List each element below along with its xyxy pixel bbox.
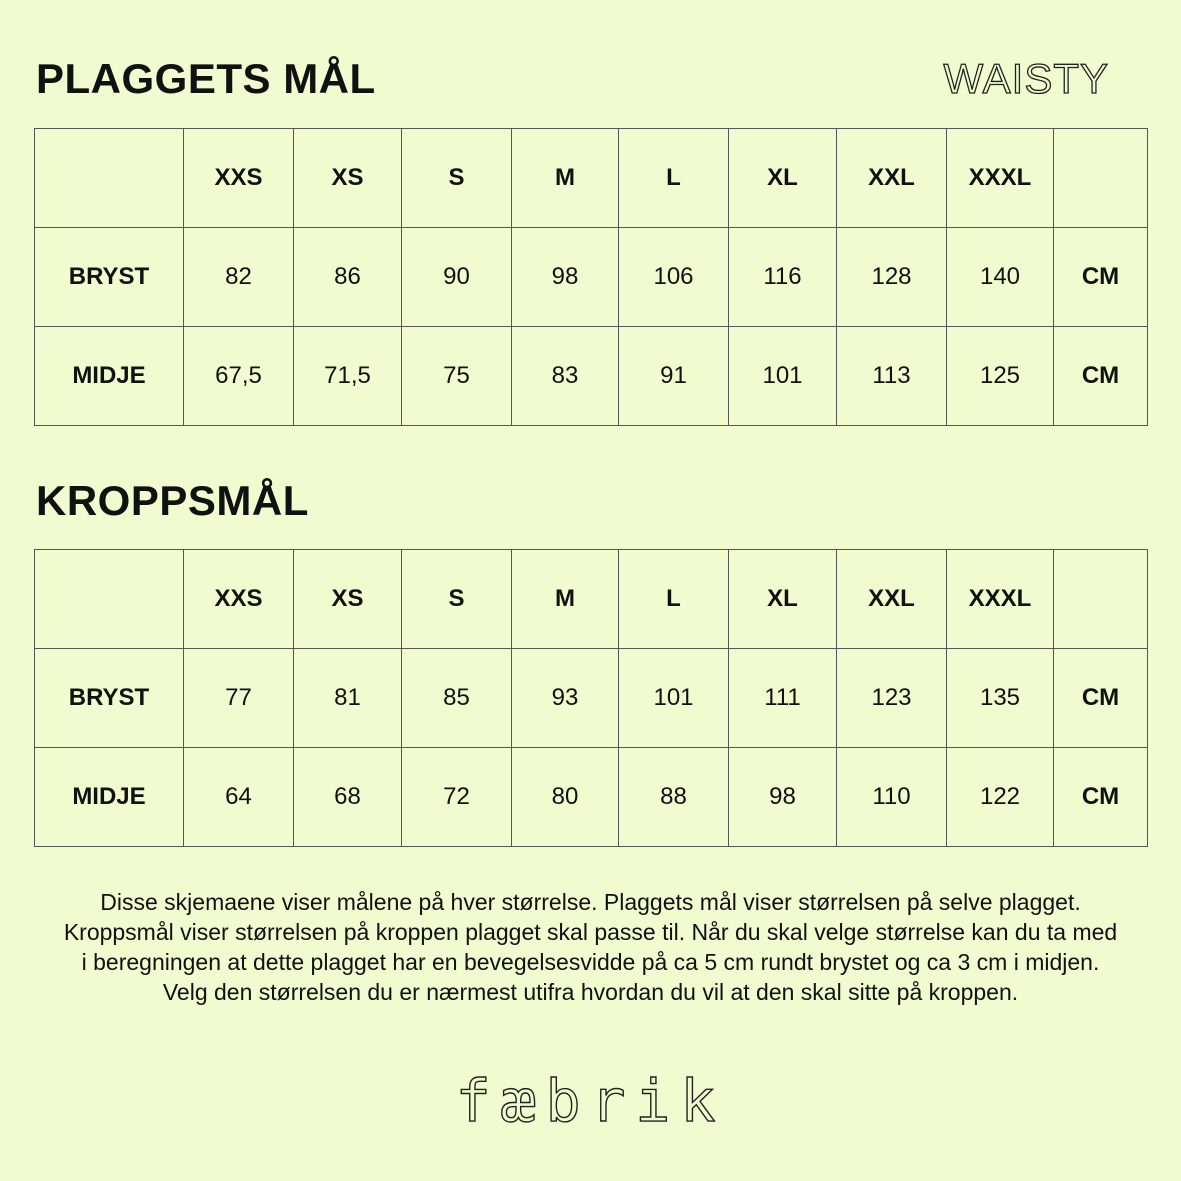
row-label: BRYST <box>35 228 184 327</box>
body-measurements-title: KROPPSMÅL <box>36 477 309 524</box>
measure-cell: 98 <box>729 748 837 847</box>
unit-header-empty <box>1054 550 1148 649</box>
measure-cell: 110 <box>837 748 947 847</box>
measure-cell: 85 <box>402 649 512 748</box>
measure-cell: 140 <box>947 228 1054 327</box>
size-header: L <box>619 550 729 649</box>
measure-cell: 111 <box>729 649 837 748</box>
row-label: MIDJE <box>35 327 184 426</box>
corner-cell <box>35 550 184 649</box>
measure-cell: 64 <box>184 748 294 847</box>
table-row <box>35 748 1148 847</box>
fabrik-logo: fæbrik <box>455 1067 726 1135</box>
size-header: XXS <box>184 550 294 649</box>
measure-cell: 98 <box>512 228 619 327</box>
size-guide-note: Disse skjemaene viser målene på hver størrelse. Plaggets mål viser størrelsen på selve plagget. Kroppsmål viser størrelsen på kroppen plagget skal passe til. Når du skal velge størrelse kan du ta med i beregningen at dette plagget har en bevegelsesvidde på ca 5 cm rundt brystet og ca 3 cm i midjen. Velg den størrelsen du er nærmest utifra hvordan du vil at den skal sitte på kroppen. <box>63 889 1118 1005</box>
size-header: L <box>619 129 729 228</box>
row-label: BRYST <box>35 649 184 748</box>
table-row <box>35 327 1148 426</box>
brand-name: WAISTY <box>943 55 1109 102</box>
size-header: M <box>512 550 619 649</box>
corner-cell <box>35 129 184 228</box>
measure-cell: 67,5 <box>184 327 294 426</box>
measure-cell: 101 <box>729 327 837 426</box>
measure-cell: 91 <box>619 327 729 426</box>
measure-cell: 106 <box>619 228 729 327</box>
size-header: XS <box>294 550 402 649</box>
size-header: S <box>402 129 512 228</box>
header-row <box>35 550 1148 649</box>
measure-cell: 88 <box>619 748 729 847</box>
header-row <box>35 129 1148 228</box>
measure-cell: 128 <box>837 228 947 327</box>
size-header: XL <box>729 129 837 228</box>
unit-cell: CM <box>1054 228 1148 327</box>
row-label: MIDJE <box>35 748 184 847</box>
size-header: M <box>512 129 619 228</box>
unit-cell: CM <box>1054 327 1148 426</box>
measure-cell: 83 <box>512 327 619 426</box>
table-row <box>35 228 1148 327</box>
measure-cell: 135 <box>947 649 1054 748</box>
garment-size-table <box>34 128 1148 426</box>
measure-cell: 113 <box>837 327 947 426</box>
measure-cell: 86 <box>294 228 402 327</box>
measure-cell: 90 <box>402 228 512 327</box>
size-header: XL <box>729 550 837 649</box>
size-header: XXXL <box>947 550 1054 649</box>
measure-cell: 101 <box>619 649 729 748</box>
garment-measurements-title: PLAGGETS MÅL <box>36 55 376 102</box>
measure-cell: 93 <box>512 649 619 748</box>
size-header: XXL <box>837 550 947 649</box>
measure-cell: 77 <box>184 649 294 748</box>
body-size-table <box>34 549 1148 847</box>
measure-cell: 122 <box>947 748 1054 847</box>
measure-cell: 75 <box>402 327 512 426</box>
measure-cell: 80 <box>512 748 619 847</box>
measure-cell: 72 <box>402 748 512 847</box>
size-header: XXXL <box>947 129 1054 228</box>
measure-cell: 71,5 <box>294 327 402 426</box>
size-header: S <box>402 550 512 649</box>
table-row <box>35 649 1148 748</box>
unit-cell: CM <box>1054 748 1148 847</box>
measure-cell: 116 <box>729 228 837 327</box>
measure-cell: 81 <box>294 649 402 748</box>
unit-header-empty <box>1054 129 1148 228</box>
measure-cell: 125 <box>947 327 1054 426</box>
measure-cell: 123 <box>837 649 947 748</box>
size-header: XXS <box>184 129 294 228</box>
measure-cell: 82 <box>184 228 294 327</box>
size-header: XS <box>294 129 402 228</box>
unit-cell: CM <box>1054 649 1148 748</box>
measure-cell: 68 <box>294 748 402 847</box>
size-header: XXL <box>837 129 947 228</box>
